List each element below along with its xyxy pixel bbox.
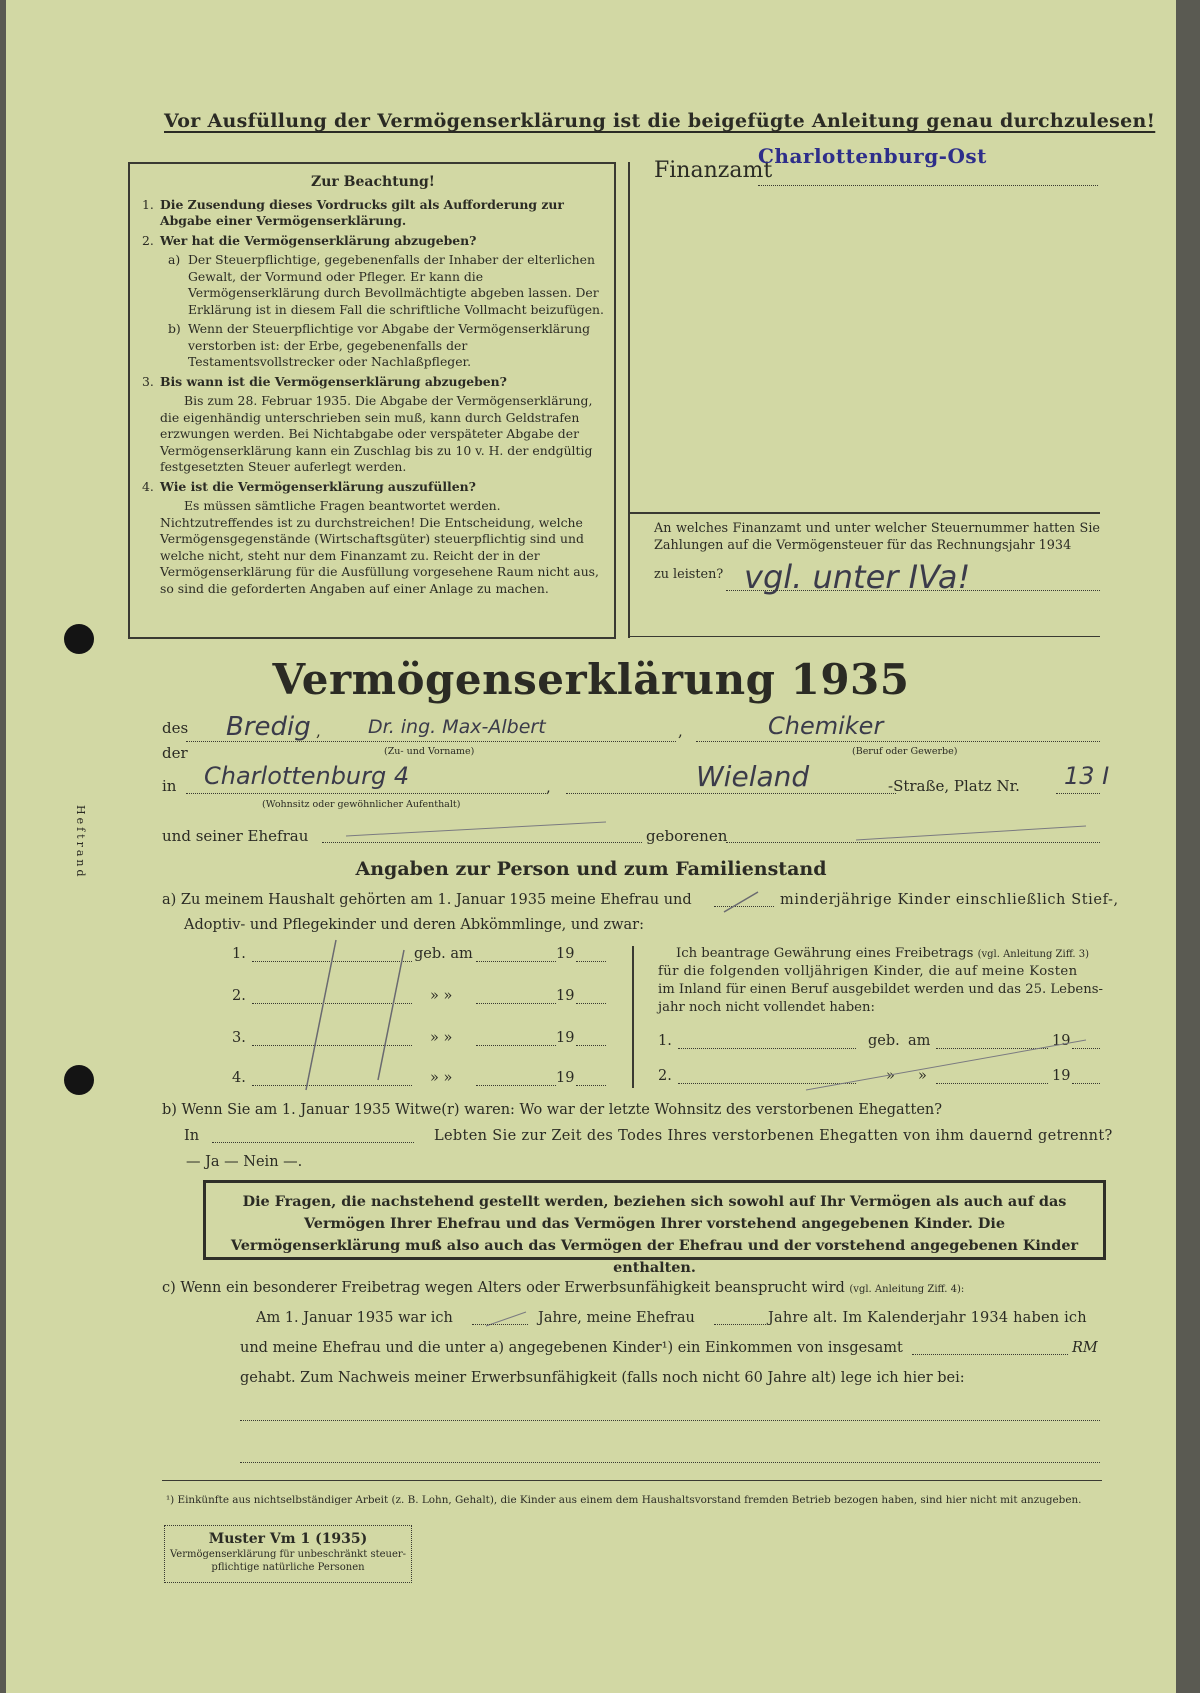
notice-title: Zur Beachtung! xyxy=(311,174,435,190)
child-4-num: 4. xyxy=(232,1070,246,1086)
age-line1: c) Wenn ein besonderer Freibetrag wegen Alters oder Erwerbsunfähigkeit beansprucht wird (vgl. Anleitung Ziff. 4): xyxy=(162,1280,965,1296)
allowance-1-geb: geb. xyxy=(868,1033,900,1049)
widow-residence-line xyxy=(212,1142,414,1143)
allowance-1-am: am xyxy=(908,1033,931,1049)
age-spouse-line xyxy=(714,1324,766,1325)
child-2-geb: » » xyxy=(430,988,453,1004)
household-line1-b: minderjährige Kinder einschließlich Stief-, xyxy=(780,892,1119,908)
age-line4: gehabt. Zum Nachweis meiner Erwerbsunfähigkeit (falls noch nicht 60 Jahre alt) lege ich hier bei: xyxy=(240,1370,965,1386)
age-line2-b: Jahre, meine Ehefrau xyxy=(538,1310,695,1326)
notice-box: Zur Beachtung! 1. Die Zusendung dieses Vordrucks gilt als Aufforderung zur Abgabe einer Vermögenserklärung. 2. Wer hat die Vermögenserklärung abzugeben? a) Der Steuerpflichtige, gegebenenfalls der Inhaber der elterlichen Gewalt, der Vormund oder Pfleger. Er kann die Vermögenserklärung durch Bevollmächtigte abgeben lassen. Der Erklärung ist in diesem Fall die schriftliche Vollmacht beizufügen. b) Wenn der Steuerpflichtige vor Abgabe der Vermögenserklärung verstorben ist: der Erbe, gegebenenfalls der Testamentsvollstrecker oder Nachlaßpfleger. 3. Bis wann ist die Vermögenserklärung abzugeben? Bis zum 28. Februar 1935. Die Abgabe der Vermögenserklärung, die eigenhändig unterschrieben sein muß, kann durch Geldstrafen erzwungen werden. Bei Nichtabgabe oder verspäteter Abgabe der Vermögenserklärung kann ein Zuschlag bis zu 10 v. H. der endgültig festgesetzten Steuer auferlegt werden. 4. Wie ist die Vermögenserklärung auszufüllen? Es müssen sämtliche Fragen beantwortet werden. Nichtzutreffendes ist zu durchstreichen! Die Entscheidung, welche Vermögensgegenstände (Wirtschaftsgüter) steuerpflichtig sind und welche nicht, steht nur dem Finanzamt zu. Reicht der in der Vermögenserklärung für die Ausfüllung vorgesehene Raum nicht aus, so sind die geforderten Angaben auf einer Anlage zu machen. xyxy=(128,162,616,639)
child-2-year: 19 xyxy=(556,988,575,1004)
widow-line1: b) Wenn Sie am 1. Januar 1935 Witwe(r) waren: Wo war der letzte Wohnsitz des verstorbenen Ehegatten? xyxy=(162,1102,943,1118)
strike-children-2 xyxy=(378,950,404,1080)
form-id-line1: Vermögenserklärung für unbeschränkt steuer- xyxy=(169,1549,407,1560)
spouse-label: und seiner Ehefrau xyxy=(162,827,309,845)
allowance-text-3: im Inland für einen Beruf ausgebildet werden und das 25. Lebens- xyxy=(658,982,1103,997)
des-label: des xyxy=(162,719,189,737)
notice-item-2b: Wenn der Steuerpflichtige vor Abgabe der Vermögenserklärung verstorben ist: der Erbe, gegebenenfalls der Testamentsvollstrecker oder Nachlaßpfleger. xyxy=(188,321,590,369)
proof-line-2 xyxy=(240,1462,1100,1463)
notice-item-1: Die Zusendung dieses Vordrucks gilt als Aufforderung zur Abgabe einer Vermögenserklärung. xyxy=(160,196,564,228)
notice-item-4-body: Es müssen sämtliche Fragen beantwortet werden. Nichtzutreffendes ist zu durchstreichen! Die Entscheidung, welche Vermögensgegenstände (Wirtschaftsgüter) steuerpflichtig sind und welche nicht, steht nur dem Finanzamt zu. Reicht der in der Vermögenserklärung für die Ausfüllung vorgesehene Raum nicht aus, so sind die geforderten Angaben auf einer Anlage zu machen. xyxy=(160,498,599,596)
allowance-1-num: 1. xyxy=(658,1033,672,1049)
allowance-2-am: » xyxy=(918,1068,927,1084)
strike-marks xyxy=(6,0,1176,1693)
widow-line2: Lebten Sie zur Zeit des Todes Ihres verstorbenen Ehegatten von ihm dauernd getrennt? xyxy=(434,1128,1113,1144)
allowance-text-4: jahr noch nicht vollendet haben: xyxy=(658,1000,875,1015)
comma-3: , xyxy=(546,778,551,796)
proof-line-1 xyxy=(240,1420,1100,1421)
comma-2: , xyxy=(678,722,683,740)
age-line3: und meine Ehefrau und die unter a) angegebenen Kinder¹) ein Einkommen von insgesamt xyxy=(240,1340,903,1356)
allowance-text-1: Ich beantrage Gewährung eines Freibetrags (vgl. Anleitung Ziff. 3) xyxy=(676,946,1090,961)
occupation-value: Chemiker xyxy=(768,712,884,740)
allowance-text-2: für die folgenden volljährigen Kinder, die auf meine Kosten xyxy=(658,964,1078,979)
occupation-caption: (Beruf oder Gewerbe) xyxy=(852,746,958,757)
notice-item-3-body: Bis zum 28. Februar 1935. Die Abgabe der Vermögenserklärung, die eigenhändig unterschrieben sein muß, kann durch Geldstrafen erzwungen werden. Bei Nichtabgabe oder verspäteter Abgabe der Vermögenserklärung kann ein Zuschlag bis zu 10 v. H. der endgültig festgesetzten Steuer auferlegt werden. xyxy=(160,393,593,474)
strike-born xyxy=(856,826,1086,840)
child-1-year: 19 xyxy=(556,946,575,962)
age-line2-c: Jahre alt. Im Kalenderjahr 1934 haben ich xyxy=(768,1310,1087,1326)
notice-item-4-title: Wie ist die Vermögenserklärung auszufüllen? xyxy=(160,478,476,494)
age-self-line xyxy=(472,1324,528,1325)
der-label: der xyxy=(162,744,188,762)
allowance-1-year: 19 xyxy=(1052,1033,1071,1049)
finanzamt-stamp: Charlottenburg-Ost xyxy=(758,144,987,168)
child-3-year: 19 xyxy=(556,1030,575,1046)
house-number-value: 13 I xyxy=(1064,762,1110,790)
notice-item-2a: Der Steuerpflichtige, gegebenenfalls der Inhaber der elterlichen Gewalt, der Vormund oder Pfleger. Er kann die Vermögenserklärung durch Bevollmächtigte abgeben lassen. Der Erklärung ist in diesem Fall die schriftliche Vollmacht beizufügen. xyxy=(188,252,604,317)
street-label: -Straße, Platz Nr. xyxy=(888,777,1020,795)
allowance-2-num: 2. xyxy=(658,1068,672,1084)
child-3-num: 3. xyxy=(232,1030,246,1046)
strike-allowance xyxy=(806,1040,1086,1090)
in-label: in xyxy=(162,777,177,795)
form-title: Vermögenserklärung 1935 xyxy=(272,655,910,704)
form-id-box xyxy=(164,1525,412,1583)
strike-count xyxy=(724,892,758,912)
child-3-geb: » » xyxy=(430,1030,453,1046)
child-1-geb: geb. am xyxy=(414,946,473,962)
born-label: geborenen xyxy=(646,827,728,845)
prior-payment-answer: vgl. unter IVa! xyxy=(744,558,971,596)
widow-in-label: In xyxy=(184,1128,200,1144)
child-4-year: 19 xyxy=(556,1070,575,1086)
form-id-line2: pflichtige natürliche Personen xyxy=(211,1562,365,1573)
child-1-num: 1. xyxy=(232,946,246,962)
form-id-title: Muster Vm 1 (1935) xyxy=(208,1531,368,1547)
strike-children-1 xyxy=(306,940,336,1090)
finanzamt-label: Finanzamt xyxy=(654,158,773,183)
street-value: Wieland xyxy=(696,760,810,793)
given-names-value: Dr. ing. Max-Albert xyxy=(368,716,546,738)
notice-box-assets: Die Fragen, die nachstehend gestellt werden, beziehen sich sowohl auf Ihr Vermögen als auch auf das Vermögen Ihrer Ehefrau und das Vermögen Ihrer vorstehend angegebenen Kinder. Die Vermögenserklärung muß also auch das Vermögen der Ehefrau und der vorstehend angegebenen Kinder enthalten. xyxy=(203,1180,1106,1260)
form-page xyxy=(6,0,1176,1693)
residence-value: Charlottenburg 4 xyxy=(204,762,410,790)
child-4-geb: » » xyxy=(430,1070,453,1086)
allowance-2-geb: » xyxy=(886,1068,895,1084)
footnote-rule xyxy=(162,1480,1102,1481)
notice-item-3-title: Bis wann ist die Vermögenserklärung abzugeben? xyxy=(160,373,507,389)
side-label: Heftrand xyxy=(74,805,87,880)
prior-payment-question: An welches Finanzamt und unter welcher Steuernummer hatten Sie Zahlungen auf die Vermögensteuer für das Rechnungsjahr 1934 zu leisten? xyxy=(654,521,1100,582)
surname-value: Bredig xyxy=(226,712,311,742)
widow-line3: — Ja — Nein —. xyxy=(186,1154,303,1170)
income-currency: RM xyxy=(1072,1340,1098,1356)
notice-item-2-title: Wer hat die Vermögenserklärung abzugeben? xyxy=(160,232,477,248)
comma-1: , xyxy=(316,722,321,740)
allowance-2-year: 19 xyxy=(1052,1068,1071,1084)
income-line xyxy=(912,1354,1068,1355)
section-title: Angaben zur Person und zum Familienstand xyxy=(355,858,827,880)
instruction-headline: Vor Ausfüllung der Vermögenserklärung ist die beigefügte Anleitung genau durchzulesen! xyxy=(164,110,1156,132)
footnote: ¹) Einkünfte aus nichtselbständiger Arbeit (z. B. Lohn, Gehalt), die Kinder aus einem dem Haushaltsvorstand fremden Betrieb bezogen haben, sind hier nicht mit anzugeben. xyxy=(166,1494,1082,1506)
strike-spouse xyxy=(346,822,606,836)
household-line2: Adoptiv- und Pflegekinder und deren Abkömmlinge, und zwar: xyxy=(184,917,644,933)
age-line2-a: Am 1. Januar 1935 war ich xyxy=(256,1310,453,1326)
child-2-num: 2. xyxy=(232,988,246,1004)
name-caption: (Zu- und Vorname) xyxy=(384,746,475,757)
household-line1-a: a) Zu meinem Haushalt gehörten am 1. Januar 1935 meine Ehefrau und xyxy=(162,892,692,908)
residence-caption: (Wohnsitz oder gewöhnlicher Aufenthalt) xyxy=(262,799,461,810)
